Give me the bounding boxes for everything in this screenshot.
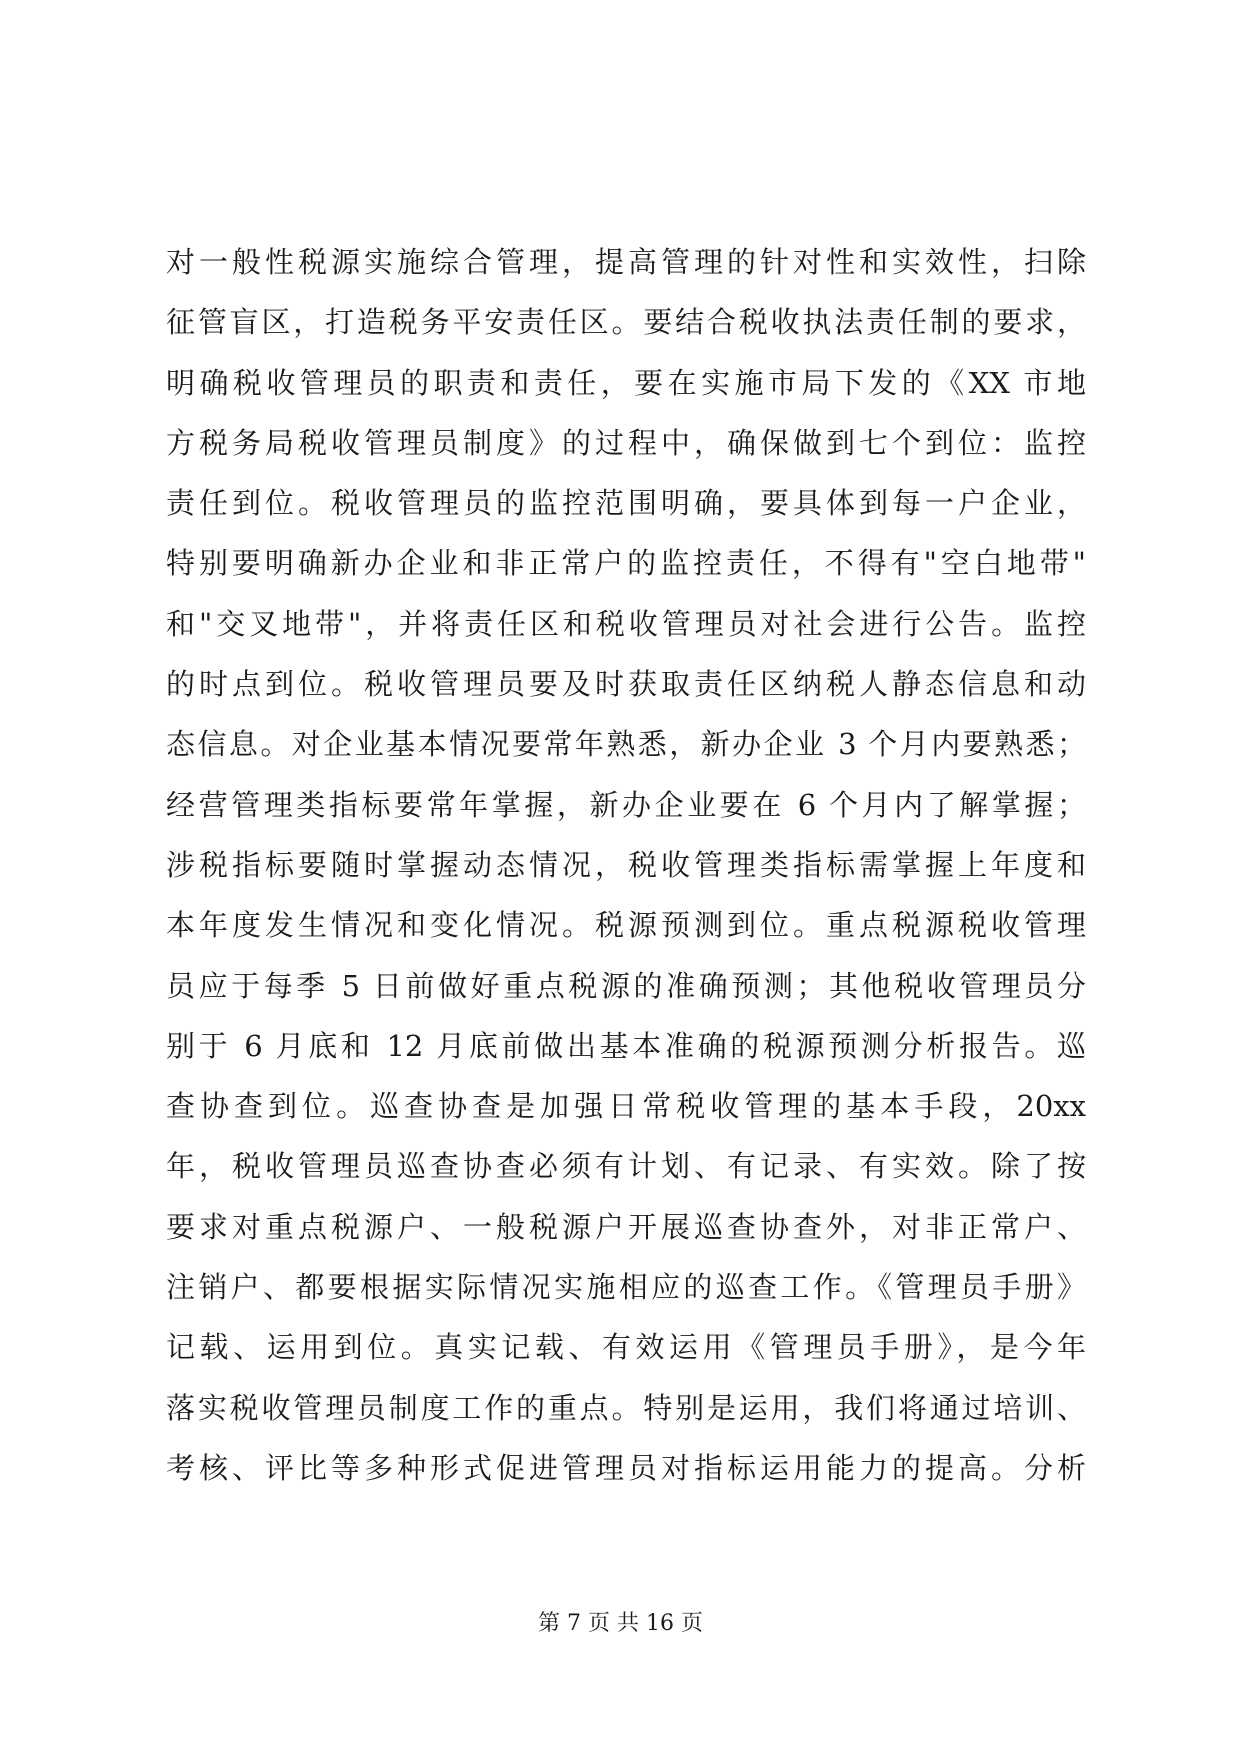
- text-line: 本年度发生情况和变化情况。税源预测到位。重点税源税收管理: [166, 908, 1086, 943]
- text-line: 要求对重点税源户、一般税源户开展巡查协查外，对非正常户、: [166, 1209, 1086, 1244]
- text-line: 和"交叉地带"，并将责任区和税收管理员对社会进行公告。监控: [166, 606, 1086, 641]
- text-line: 对一般性税源实施综合管理，提高管理的针对性和实效性，扫除: [166, 245, 1086, 279]
- text-line: 别于 6 月底和 12 月底前做出基本准确的税源预测分析报告。巡: [166, 1028, 1086, 1063]
- text-line: 涉税指标要随时掌握动态情况，税收管理类指标需掌握上年度和: [166, 847, 1086, 882]
- page-number-footer: 第 7 页 共 16 页: [538, 1611, 703, 1636]
- text-line: 的时点到位。税收管理员要及时获取责任区纳税人静态信息和动: [166, 667, 1086, 702]
- text-line: 员应于每季 5 日前做好重点税源的准确预测；其他税收管理员分: [166, 968, 1086, 1003]
- text-line: 注销户、都要根据实际情况实施相应的巡查工作。《管理员手册》: [166, 1270, 1086, 1305]
- text-line: 查协查到位。巡查协查是加强日常税收管理的基本手段，20xx: [166, 1089, 1086, 1124]
- text-line: 征管盲区，打造税务平安责任区。要结合税收执法责任制的要求，: [166, 305, 1086, 340]
- text-line: 经营管理类指标要常年掌握，新办企业要在 6 个月内了解掌握；: [166, 787, 1086, 822]
- text-line: 年，税收管理员巡查协查必须有计划、有记录、有实效。除了按: [166, 1149, 1086, 1184]
- text-line: 考核、评比等多种形式促进管理员对指标运用能力的提高。分析: [166, 1450, 1086, 1485]
- body-text: [166, 232, 1086, 1498]
- text-line: 方税务局税收管理员制度》的过程中，确保做到七个到位：监控: [166, 425, 1086, 460]
- text-line: 落实税收管理员制度工作的重点。特别是运用，我们将通过培训、: [166, 1390, 1086, 1425]
- text-line: 态信息。对企业基本情况要常年熟悉，新办企业 3 个月内要熟悉；: [166, 727, 1086, 762]
- text-line: 记载、运用到位。真实记载、有效运用《管理员手册》，是今年: [166, 1330, 1086, 1365]
- text-line: 特别要明确新办企业和非正常户的监控责任，不得有"空白地带": [166, 546, 1086, 581]
- text-line: 明确税收管理员的职责和责任，要在实施市局下发的《XX 市地: [166, 365, 1086, 400]
- text-line: 责任到位。税收管理员的监控范围明确，要具体到每一户企业，: [166, 486, 1086, 521]
